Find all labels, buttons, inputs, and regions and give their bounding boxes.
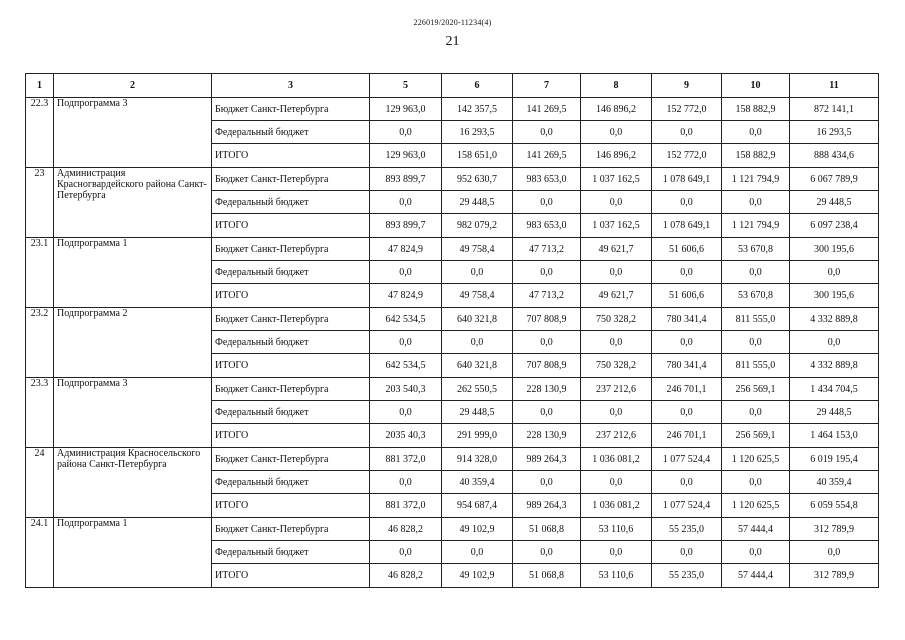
amount-cell: 291 999,0 bbox=[442, 424, 513, 448]
amount-cell: 780 341,4 bbox=[652, 308, 722, 331]
amount-cell: 6 097 238,4 bbox=[790, 214, 879, 238]
amount-cell: 0,0 bbox=[790, 541, 879, 564]
funding-source-cell: Бюджет Санкт-Петербурга bbox=[212, 98, 370, 121]
amount-cell: 881 372,0 bbox=[370, 448, 442, 471]
amount-cell: 203 540,3 bbox=[370, 378, 442, 401]
amount-cell: 1 434 704,5 bbox=[790, 378, 879, 401]
amount-cell: 1 121 794,9 bbox=[722, 168, 790, 191]
funding-source-cell: ИТОГО bbox=[212, 214, 370, 238]
column-header: 9 bbox=[652, 74, 722, 98]
amount-cell: 158 882,9 bbox=[722, 144, 790, 168]
amount-cell: 49 758,4 bbox=[442, 284, 513, 308]
amount-cell: 40 359,4 bbox=[442, 471, 513, 494]
amount-cell: 0,0 bbox=[370, 191, 442, 214]
amount-cell: 707 808,9 bbox=[513, 308, 581, 331]
amount-cell: 989 264,3 bbox=[513, 448, 581, 471]
amount-cell: 0,0 bbox=[652, 191, 722, 214]
table-row bbox=[26, 378, 879, 401]
amount-cell: 47 824,9 bbox=[370, 284, 442, 308]
amount-cell: 983 653,0 bbox=[513, 214, 581, 238]
amount-cell: 640 321,8 bbox=[442, 308, 513, 331]
row-code-cell: 24.1 bbox=[26, 518, 54, 588]
amount-cell: 49 621,7 bbox=[581, 284, 652, 308]
row-name-cell: Подпрограмма 3 bbox=[54, 378, 212, 448]
amount-cell: 0,0 bbox=[581, 261, 652, 284]
amount-cell: 0,0 bbox=[513, 471, 581, 494]
amount-cell: 55 235,0 bbox=[652, 518, 722, 541]
amount-cell: 0,0 bbox=[442, 331, 513, 354]
amount-cell: 47 824,9 bbox=[370, 238, 442, 261]
funding-source-cell: ИТОГО bbox=[212, 564, 370, 588]
amount-cell: 750 328,2 bbox=[581, 308, 652, 331]
amount-cell: 0,0 bbox=[513, 541, 581, 564]
amount-cell: 300 195,6 bbox=[790, 284, 879, 308]
amount-cell: 53 110,6 bbox=[581, 518, 652, 541]
column-header: 7 bbox=[513, 74, 581, 98]
amount-cell: 640 321,8 bbox=[442, 354, 513, 378]
table-row bbox=[26, 308, 879, 331]
amount-cell: 0,0 bbox=[652, 331, 722, 354]
amount-cell: 0,0 bbox=[513, 121, 581, 144]
funding-source-cell: Бюджет Санкт-Петербурга bbox=[212, 518, 370, 541]
amount-cell: 0,0 bbox=[370, 471, 442, 494]
table-row bbox=[26, 448, 879, 471]
amount-cell: 811 555,0 bbox=[722, 308, 790, 331]
column-header: 6 bbox=[442, 74, 513, 98]
amount-cell: 152 772,0 bbox=[652, 98, 722, 121]
budget-table bbox=[25, 73, 879, 588]
amount-cell: 57 444,4 bbox=[722, 518, 790, 541]
table-row bbox=[26, 98, 879, 121]
amount-cell: 141 269,5 bbox=[513, 98, 581, 121]
amount-cell: 983 653,0 bbox=[513, 168, 581, 191]
amount-cell: 1 036 081,2 bbox=[581, 494, 652, 518]
amount-cell: 954 687,4 bbox=[442, 494, 513, 518]
column-header: 10 bbox=[722, 74, 790, 98]
amount-cell: 888 434,6 bbox=[790, 144, 879, 168]
amount-cell: 312 789,9 bbox=[790, 518, 879, 541]
amount-cell: 1 077 524,4 bbox=[652, 448, 722, 471]
amount-cell: 47 713,2 bbox=[513, 238, 581, 261]
amount-cell: 1 036 081,2 bbox=[581, 448, 652, 471]
amount-cell: 914 328,0 bbox=[442, 448, 513, 471]
amount-cell: 952 630,7 bbox=[442, 168, 513, 191]
funding-source-cell: Бюджет Санкт-Петербурга bbox=[212, 378, 370, 401]
amount-cell: 16 293,5 bbox=[790, 121, 879, 144]
amount-cell: 47 713,2 bbox=[513, 284, 581, 308]
amount-cell: 0,0 bbox=[581, 121, 652, 144]
funding-source-cell: ИТОГО bbox=[212, 494, 370, 518]
amount-cell: 228 130,9 bbox=[513, 378, 581, 401]
amount-cell: 0,0 bbox=[652, 401, 722, 424]
row-code-cell: 24 bbox=[26, 448, 54, 518]
amount-cell: 1 037 162,5 bbox=[581, 168, 652, 191]
amount-cell: 29 448,5 bbox=[442, 401, 513, 424]
amount-cell: 6 067 789,9 bbox=[790, 168, 879, 191]
funding-source-cell: Бюджет Санкт-Петербурга bbox=[212, 308, 370, 331]
amount-cell: 0,0 bbox=[652, 261, 722, 284]
amount-cell: 129 963,0 bbox=[370, 144, 442, 168]
amount-cell: 0,0 bbox=[722, 541, 790, 564]
amount-cell: 1 037 162,5 bbox=[581, 214, 652, 238]
amount-cell: 0,0 bbox=[722, 471, 790, 494]
funding-source-cell: Федеральный бюджет bbox=[212, 401, 370, 424]
amount-cell: 237 212,6 bbox=[581, 378, 652, 401]
amount-cell: 642 534,5 bbox=[370, 308, 442, 331]
amount-cell: 811 555,0 bbox=[722, 354, 790, 378]
amount-cell: 0,0 bbox=[652, 471, 722, 494]
amount-cell: 53 670,8 bbox=[722, 238, 790, 261]
column-header: 3 bbox=[212, 74, 370, 98]
row-name-cell: Подпрограмма 1 bbox=[54, 238, 212, 308]
amount-cell: 158 651,0 bbox=[442, 144, 513, 168]
amount-cell: 989 264,3 bbox=[513, 494, 581, 518]
row-code-cell: 23.2 bbox=[26, 308, 54, 378]
amount-cell: 256 569,1 bbox=[722, 378, 790, 401]
amount-cell: 0,0 bbox=[722, 401, 790, 424]
amount-cell: 780 341,4 bbox=[652, 354, 722, 378]
column-header: 5 bbox=[370, 74, 442, 98]
funding-source-cell: Бюджет Санкт-Петербурга bbox=[212, 448, 370, 471]
amount-cell: 4 332 889,8 bbox=[790, 354, 879, 378]
row-code-cell: 23 bbox=[26, 168, 54, 238]
amount-cell: 0,0 bbox=[722, 191, 790, 214]
funding-source-cell: ИТОГО bbox=[212, 424, 370, 448]
amount-cell: 642 534,5 bbox=[370, 354, 442, 378]
amount-cell: 51 068,8 bbox=[513, 518, 581, 541]
amount-cell: 300 195,6 bbox=[790, 238, 879, 261]
table-row bbox=[26, 518, 879, 541]
amount-cell: 872 141,1 bbox=[790, 98, 879, 121]
amount-cell: 1 121 794,9 bbox=[722, 214, 790, 238]
amount-cell: 0,0 bbox=[790, 331, 879, 354]
amount-cell: 0,0 bbox=[652, 541, 722, 564]
amount-cell: 55 235,0 bbox=[652, 564, 722, 588]
amount-cell: 29 448,5 bbox=[790, 401, 879, 424]
row-code-cell: 23.1 bbox=[26, 238, 54, 308]
amount-cell: 0,0 bbox=[581, 401, 652, 424]
column-header: 11 bbox=[790, 74, 879, 98]
amount-cell: 6 019 195,4 bbox=[790, 448, 879, 471]
amount-cell: 51 606,6 bbox=[652, 284, 722, 308]
funding-source-cell: Федеральный бюджет bbox=[212, 191, 370, 214]
amount-cell: 53 670,8 bbox=[722, 284, 790, 308]
funding-source-cell: ИТОГО bbox=[212, 284, 370, 308]
amount-cell: 46 828,2 bbox=[370, 564, 442, 588]
funding-source-cell: Федеральный бюджет bbox=[212, 331, 370, 354]
amount-cell: 0,0 bbox=[722, 121, 790, 144]
amount-cell: 0,0 bbox=[581, 471, 652, 494]
amount-cell: 29 448,5 bbox=[442, 191, 513, 214]
amount-cell: 893 899,7 bbox=[370, 168, 442, 191]
amount-cell: 51 606,6 bbox=[652, 238, 722, 261]
funding-source-cell: Федеральный бюджет bbox=[212, 471, 370, 494]
column-header: 2 bbox=[54, 74, 212, 98]
row-name-cell: Администрация Красносельского района Санкт-Петербурга bbox=[54, 448, 212, 518]
amount-cell: 49 102,9 bbox=[442, 564, 513, 588]
amount-cell: 750 328,2 bbox=[581, 354, 652, 378]
amount-cell: 46 828,2 bbox=[370, 518, 442, 541]
amount-cell: 0,0 bbox=[513, 191, 581, 214]
amount-cell: 49 758,4 bbox=[442, 238, 513, 261]
amount-cell: 6 059 554,8 bbox=[790, 494, 879, 518]
funding-source-cell: Федеральный бюджет bbox=[212, 541, 370, 564]
amount-cell: 0,0 bbox=[442, 541, 513, 564]
amount-cell: 237 212,6 bbox=[581, 424, 652, 448]
row-code-cell: 23.3 bbox=[26, 378, 54, 448]
amount-cell: 146 896,2 bbox=[581, 144, 652, 168]
amount-cell: 0,0 bbox=[722, 261, 790, 284]
amount-cell: 0,0 bbox=[581, 191, 652, 214]
amount-cell: 0,0 bbox=[370, 331, 442, 354]
amount-cell: 142 357,5 bbox=[442, 98, 513, 121]
amount-cell: 49 621,7 bbox=[581, 238, 652, 261]
row-name-cell: Администрация Красногвардейского района Санкт-Петербурга bbox=[54, 168, 212, 238]
amount-cell: 16 293,5 bbox=[442, 121, 513, 144]
amount-cell: 0,0 bbox=[513, 331, 581, 354]
amount-cell: 982 079,2 bbox=[442, 214, 513, 238]
amount-cell: 707 808,9 bbox=[513, 354, 581, 378]
amount-cell: 1 120 625,5 bbox=[722, 448, 790, 471]
row-name-cell: Подпрограмма 2 bbox=[54, 308, 212, 378]
amount-cell: 1 077 524,4 bbox=[652, 494, 722, 518]
amount-cell: 152 772,0 bbox=[652, 144, 722, 168]
amount-cell: 0,0 bbox=[370, 121, 442, 144]
amount-cell: 51 068,8 bbox=[513, 564, 581, 588]
amount-cell: 246 701,1 bbox=[652, 424, 722, 448]
amount-cell: 146 896,2 bbox=[581, 98, 652, 121]
amount-cell: 0,0 bbox=[652, 121, 722, 144]
amount-cell: 0,0 bbox=[370, 261, 442, 284]
amount-cell: 40 359,4 bbox=[790, 471, 879, 494]
row-name-cell: Подпрограмма 3 bbox=[54, 98, 212, 168]
amount-cell: 0,0 bbox=[442, 261, 513, 284]
page-number: 21 bbox=[445, 34, 460, 49]
amount-cell: 158 882,9 bbox=[722, 98, 790, 121]
amount-cell: 881 372,0 bbox=[370, 494, 442, 518]
amount-cell: 893 899,7 bbox=[370, 214, 442, 238]
funding-source-cell: Федеральный бюджет bbox=[212, 261, 370, 284]
amount-cell: 228 130,9 bbox=[513, 424, 581, 448]
funding-source-cell: Бюджет Санкт-Петербурга bbox=[212, 168, 370, 191]
table-header-row bbox=[26, 74, 879, 98]
amount-cell: 1 078 649,1 bbox=[652, 168, 722, 191]
amount-cell: 0,0 bbox=[790, 261, 879, 284]
table-row bbox=[26, 168, 879, 191]
amount-cell: 0,0 bbox=[581, 331, 652, 354]
amount-cell: 0,0 bbox=[722, 331, 790, 354]
amount-cell: 2035 40,3 bbox=[370, 424, 442, 448]
amount-cell: 57 444,4 bbox=[722, 564, 790, 588]
column-header: 1 bbox=[26, 74, 54, 98]
row-code-cell: 22.3 bbox=[26, 98, 54, 168]
amount-cell: 312 789,9 bbox=[790, 564, 879, 588]
funding-source-cell: ИТОГО bbox=[212, 144, 370, 168]
amount-cell: 29 448,5 bbox=[790, 191, 879, 214]
table-row bbox=[26, 238, 879, 261]
amount-cell: 0,0 bbox=[513, 261, 581, 284]
amount-cell: 246 701,1 bbox=[652, 378, 722, 401]
row-name-cell: Подпрограмма 1 bbox=[54, 518, 212, 588]
amount-cell: 1 078 649,1 bbox=[652, 214, 722, 238]
amount-cell: 256 569,1 bbox=[722, 424, 790, 448]
amount-cell: 4 332 889,8 bbox=[790, 308, 879, 331]
amount-cell: 53 110,6 bbox=[581, 564, 652, 588]
document-number: 226019/2020-11234(4) bbox=[413, 18, 492, 27]
amount-cell: 1 120 625,5 bbox=[722, 494, 790, 518]
amount-cell: 0,0 bbox=[581, 541, 652, 564]
table-body bbox=[26, 98, 879, 588]
amount-cell: 1 464 153,0 bbox=[790, 424, 879, 448]
column-header: 8 bbox=[581, 74, 652, 98]
amount-cell: 0,0 bbox=[370, 401, 442, 424]
funding-source-cell: ИТОГО bbox=[212, 354, 370, 378]
amount-cell: 262 550,5 bbox=[442, 378, 513, 401]
amount-cell: 129 963,0 bbox=[370, 98, 442, 121]
amount-cell: 0,0 bbox=[513, 401, 581, 424]
amount-cell: 0,0 bbox=[370, 541, 442, 564]
funding-source-cell: Федеральный бюджет bbox=[212, 121, 370, 144]
amount-cell: 49 102,9 bbox=[442, 518, 513, 541]
amount-cell: 141 269,5 bbox=[513, 144, 581, 168]
funding-source-cell: Бюджет Санкт-Петербурга bbox=[212, 238, 370, 261]
